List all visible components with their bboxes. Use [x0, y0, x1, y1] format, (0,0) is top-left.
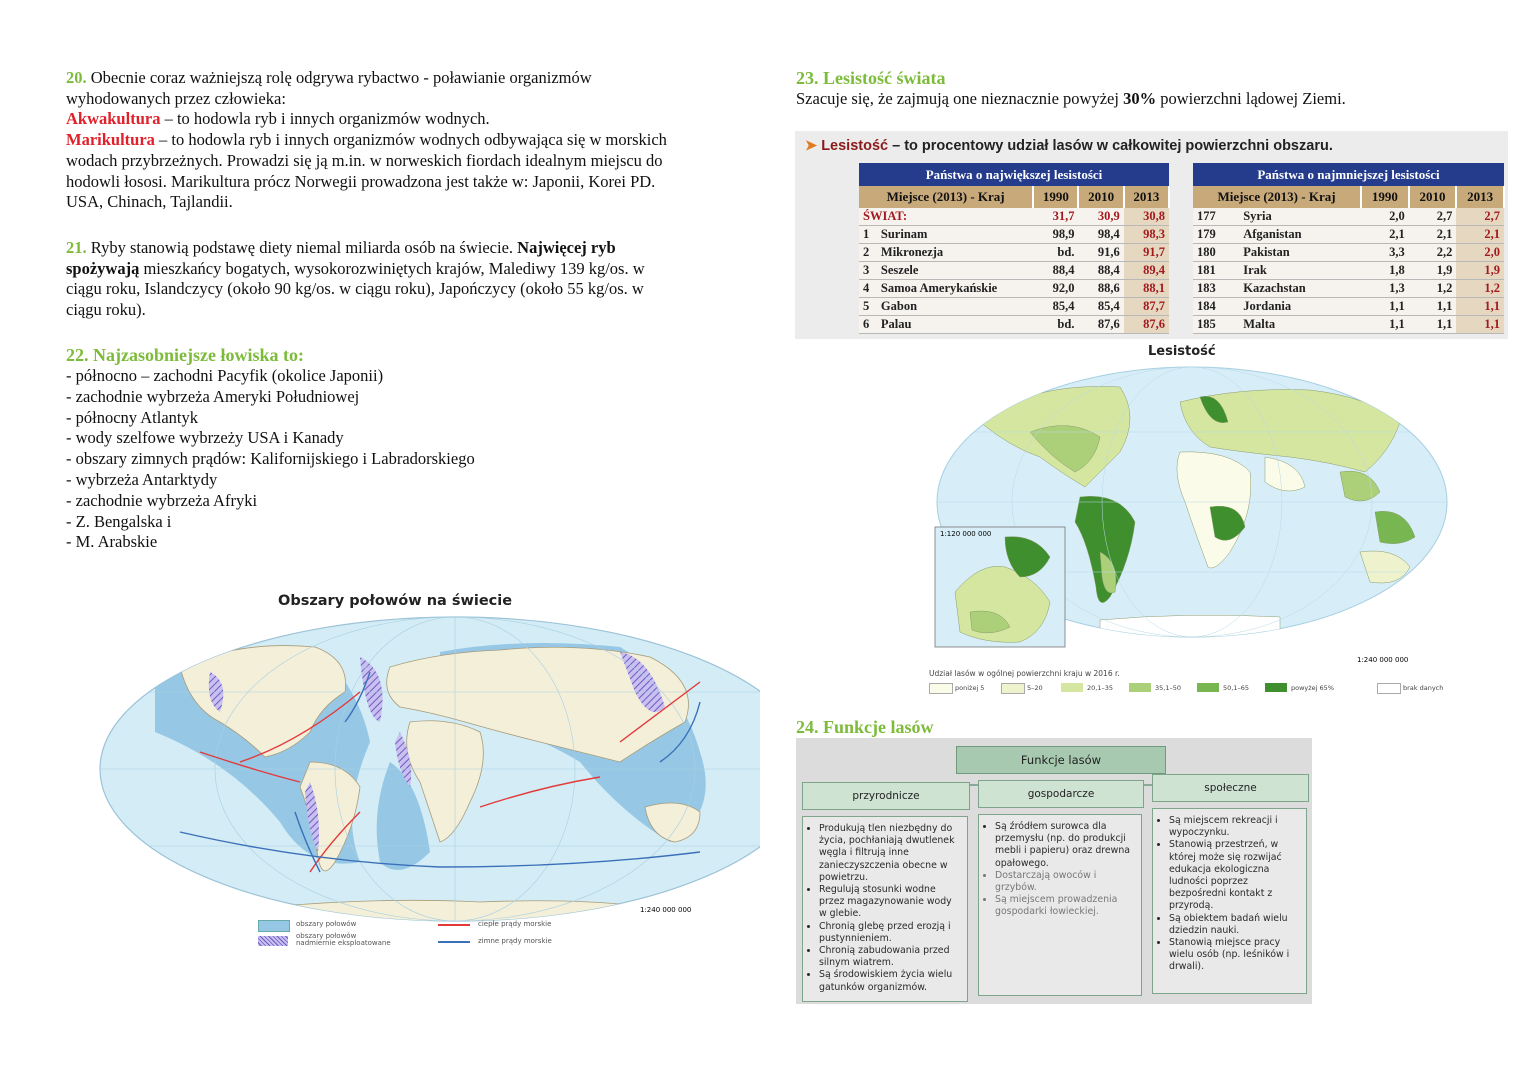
legend-label: 35,1–50 — [1155, 684, 1181, 692]
legend-label: brak danych — [1403, 684, 1444, 692]
col-header-place: Miejsce (2013) - Kraj — [1193, 186, 1361, 208]
section-23-text: Szacuje się, że zajmują one nieznacznie powyżej — [796, 89, 1124, 108]
legend-label: 5–20 — [1027, 684, 1043, 692]
list-item: • Chronią zabudowania przed silnym wiatrem. — [819, 945, 961, 969]
section-21-text: mieszkańcy bogatych, wysokorozwiniętych krajów, Malediwy 139 kg/os. w — [139, 258, 645, 278]
definition-akwakultura: – to hodowla ryb i innych organizmów wodnych. — [160, 109, 490, 129]
column-social — [1152, 808, 1307, 994]
definition-text: – to procentowy udział lasów w całkowitej powierzchni obszaru. — [888, 138, 1333, 154]
legend-cold-arrow — [438, 941, 470, 943]
section-23-text: powierzchni lądowej Ziemi. — [1156, 89, 1346, 108]
legend-label: 20,1–35 — [1087, 684, 1113, 692]
list-item: • Są źródłem surowca dla przemysłu (np. do produkcji mebli i papieru) oraz drewna opałowego. — [995, 821, 1135, 870]
col-header-1990: 1990 — [1033, 186, 1078, 208]
legend-swatch — [1001, 683, 1025, 694]
legend-swatch — [929, 683, 953, 694]
col-header-2013: 2013 — [1456, 186, 1504, 208]
table-row: 184 Jordania 1,1 1,1 1,1 — [1193, 298, 1504, 316]
section-21-text: ciągu roku). — [66, 300, 146, 320]
definition-marikultura: wodach przybrzeżnych. Prowadzi się ją m.in. w norweskich fiordach idealnym miejscu do — [66, 150, 663, 170]
table-row: 2 Mikronezja bd. 91,6 91,7 — [859, 244, 1169, 262]
column-header-natural: przyrodnicze — [802, 782, 970, 810]
legend-warm-label: ciepłe prądy morskie — [478, 920, 552, 928]
list-item: - północny Atlantyk — [66, 408, 756, 429]
section-22-heading: 22. Najzasobniejsze łowiska to: — [66, 345, 304, 365]
table-row: 185 Malta 1,1 1,1 1,1 — [1193, 316, 1504, 334]
table-most-forested — [859, 163, 1170, 334]
forest-functions-diagram — [796, 738, 1312, 1004]
list-item: - wody szelfowe wybrzeży USA i Kanady — [66, 428, 756, 449]
table-row: 179 Afganistan 2,1 2,1 2,1 — [1193, 226, 1504, 244]
section-23-heading: 23. Lesistość świata — [796, 68, 946, 88]
col-header-2013: 2013 — [1124, 186, 1169, 208]
legend-overfished-label: obszary połowów — [296, 932, 357, 940]
table-row: 180 Pakistan 3,3 2,2 2,0 — [1193, 244, 1504, 262]
list-item: - Z. Bengalska i — [66, 512, 756, 533]
list-item: • Są miejscem rekreacji i wypoczynku. — [1169, 815, 1300, 839]
section-23 — [796, 67, 1496, 110]
list-item: • Chronią glebę przed erozją i pustynnieniem. — [819, 921, 961, 945]
col-header-place: Miejsce (2013) - Kraj — [859, 186, 1033, 208]
table-caption: Państwa o najmniejszej lesistości — [1193, 163, 1504, 186]
legend-fishing-swatch — [258, 920, 290, 932]
forest-map-scale: 1:240 000 000 — [1357, 656, 1409, 664]
legend-swatch — [1265, 683, 1287, 692]
legend-overfished-label: nadmiernie eksploatowane — [296, 939, 391, 947]
definition-term: Lesistość — [821, 138, 889, 154]
legend-label: 50,1–65 — [1223, 684, 1249, 692]
fishing-map-title: Obszary połowów na świecie — [278, 593, 513, 609]
fishing-grounds-list — [66, 366, 756, 553]
table-row: ŚWIAT: 31,7 30,9 30,8 — [859, 208, 1169, 226]
table-row: 3 Seszele 88,4 88,4 89,4 — [859, 262, 1169, 280]
section-22 — [66, 344, 756, 553]
list-item: • Stanowią miejsce pracy wielu osób (np. leśników i drwali). — [1169, 937, 1300, 974]
fishing-map-scale: 1:240 000 000 — [640, 906, 692, 914]
definition-marikultura: hodowli łososi. Marikultura prócz Norwegii prowadzona jest także w: Japonii, Korei PD. — [66, 171, 656, 191]
fishing-map-globe — [100, 617, 760, 932]
legend-cold-label: zimne prądy morskie — [478, 937, 552, 945]
column-natural — [802, 816, 968, 1002]
section-21-number: 21. — [66, 238, 87, 257]
column-header-social: społeczne — [1152, 774, 1309, 802]
definition-marikultura: USA, Chinach, Tajlandii. — [66, 192, 233, 212]
section-20-text: Obecnie coraz ważniejszą rolę odgrywa rybactwo - poławianie organizmów — [90, 68, 592, 87]
section-21-text: ciągu roku, Islandczycy (około 90 kg/os. w ciągu roku), Japończycy (około 55 kg/os. w — [66, 279, 644, 299]
table-row: 4 Samoa Amerykańskie 92,0 88,6 88,1 — [859, 280, 1169, 298]
list-item: • Są środowiskiem życia wielu gatunków organizmów. — [819, 969, 961, 993]
table-row: 6 Palau bd. 87,6 87,6 — [859, 316, 1169, 334]
list-item: • Są miejscem prowadzenia gospodarki łowieckiej. — [995, 894, 1135, 918]
forest-share-value: 30% — [1123, 89, 1157, 108]
term-marikultura: Marikultura — [66, 130, 155, 150]
table-row: 183 Kazachstan 1,3 1,2 1,2 — [1193, 280, 1504, 298]
list-item: - M. Arabskie — [66, 532, 756, 553]
legend-swatch — [1197, 683, 1219, 692]
table-row: 181 Irak 1,8 1,9 1,9 — [1193, 262, 1504, 280]
table-row: 177 Syria 2,0 2,7 2,7 — [1193, 208, 1504, 226]
legend-label: powyżej 65% — [1291, 684, 1334, 692]
section-21 — [66, 238, 756, 321]
col-header-2010: 2010 — [1078, 186, 1123, 208]
legend-overfished-swatch — [258, 936, 288, 946]
legend-fishing-label: obszary połowów — [296, 920, 357, 928]
list-item: • Dostarczają owoców i grzybów. — [995, 870, 1135, 894]
column-economic — [978, 814, 1142, 996]
section-24-heading: 24. Funkcje lasów — [796, 717, 934, 737]
forest-definition — [805, 138, 1333, 154]
column-header-economic: gospodarcze — [978, 780, 1144, 808]
section-21-bold: Najwięcej ryb — [517, 238, 616, 257]
legend-label: poniżej 5 — [955, 684, 985, 692]
table-row: 5 Gabon 85,4 85,4 87,7 — [859, 298, 1169, 316]
legend-swatch — [1129, 683, 1151, 692]
col-header-1990: 1990 — [1361, 186, 1409, 208]
forest-map-title: Lesistość — [1148, 344, 1216, 359]
section-20 — [66, 68, 756, 213]
legend-swatch — [1061, 683, 1083, 692]
arrow-right-icon: ➤ — [805, 138, 818, 154]
table-row: 1 Surinam 98,9 98,4 98,3 — [859, 226, 1169, 244]
section-21-text: Ryby stanowią podstawę diety niemal miliarda osób na świecie. — [90, 238, 518, 257]
list-item: - wybrzeża Antarktydy — [66, 470, 756, 491]
forest-table-panel — [795, 131, 1508, 339]
list-item: • Produkują tlen niezbędny do życia, pochłaniają dwutlenek węgla i filtrują inne zanieczyszczenia obecne w powietrzu. — [819, 823, 961, 884]
col-header-2010: 2010 — [1409, 186, 1457, 208]
inset-scale: 1:120 000 000 — [940, 530, 992, 538]
legend-swatch — [1377, 683, 1401, 694]
forest-map-legend — [929, 682, 1459, 696]
definition-marikultura: – to hodowla ryb i innych organizmów wodnych odbywająca się w morskich — [154, 130, 667, 150]
list-item: - zachodnie wybrzeża Afryki — [66, 491, 756, 512]
section-20-number: 20. — [66, 68, 87, 87]
list-item: - obszary zimnych prądów: Kalifornijskiego i Labradorskiego — [66, 449, 756, 470]
fishing-map-legend — [258, 918, 578, 958]
list-item: • Są obiektem badań wielu dziedzin nauki. — [1169, 913, 1300, 937]
legend-warm-arrow — [438, 924, 470, 926]
fishing-map — [60, 612, 760, 957]
table-least-forested — [1193, 163, 1505, 334]
term-akwakultura: Akwakultura — [66, 109, 161, 129]
forest-legend-title: Udział lasów w ogólnej powierzchni kraju w 2016 r. — [929, 669, 1120, 678]
functions-root: Funkcje lasów — [956, 746, 1166, 774]
forest-map — [910, 362, 1465, 692]
list-item: - zachodnie wybrzeża Ameryki Południowej — [66, 387, 756, 408]
table-caption: Państwa o największej lesistości — [859, 163, 1169, 186]
section-21-bold: spożywają — [66, 258, 140, 278]
list-item: • Regulują stosunki wodne przez magazynowanie wody w glebie. — [819, 884, 961, 921]
list-item: - północno – zachodni Pacyfik (okolice Japonii) — [66, 366, 756, 387]
list-item: • Stanowią przestrzeń, w której może się rozwijać edukacja ekologiczna ludności poprzez bezpośredni kontakt z przyrodą. — [1169, 839, 1300, 912]
section-20-text: wyhodowanych przez człowieka: — [66, 88, 286, 108]
forest-map-globe — [930, 367, 1450, 647]
